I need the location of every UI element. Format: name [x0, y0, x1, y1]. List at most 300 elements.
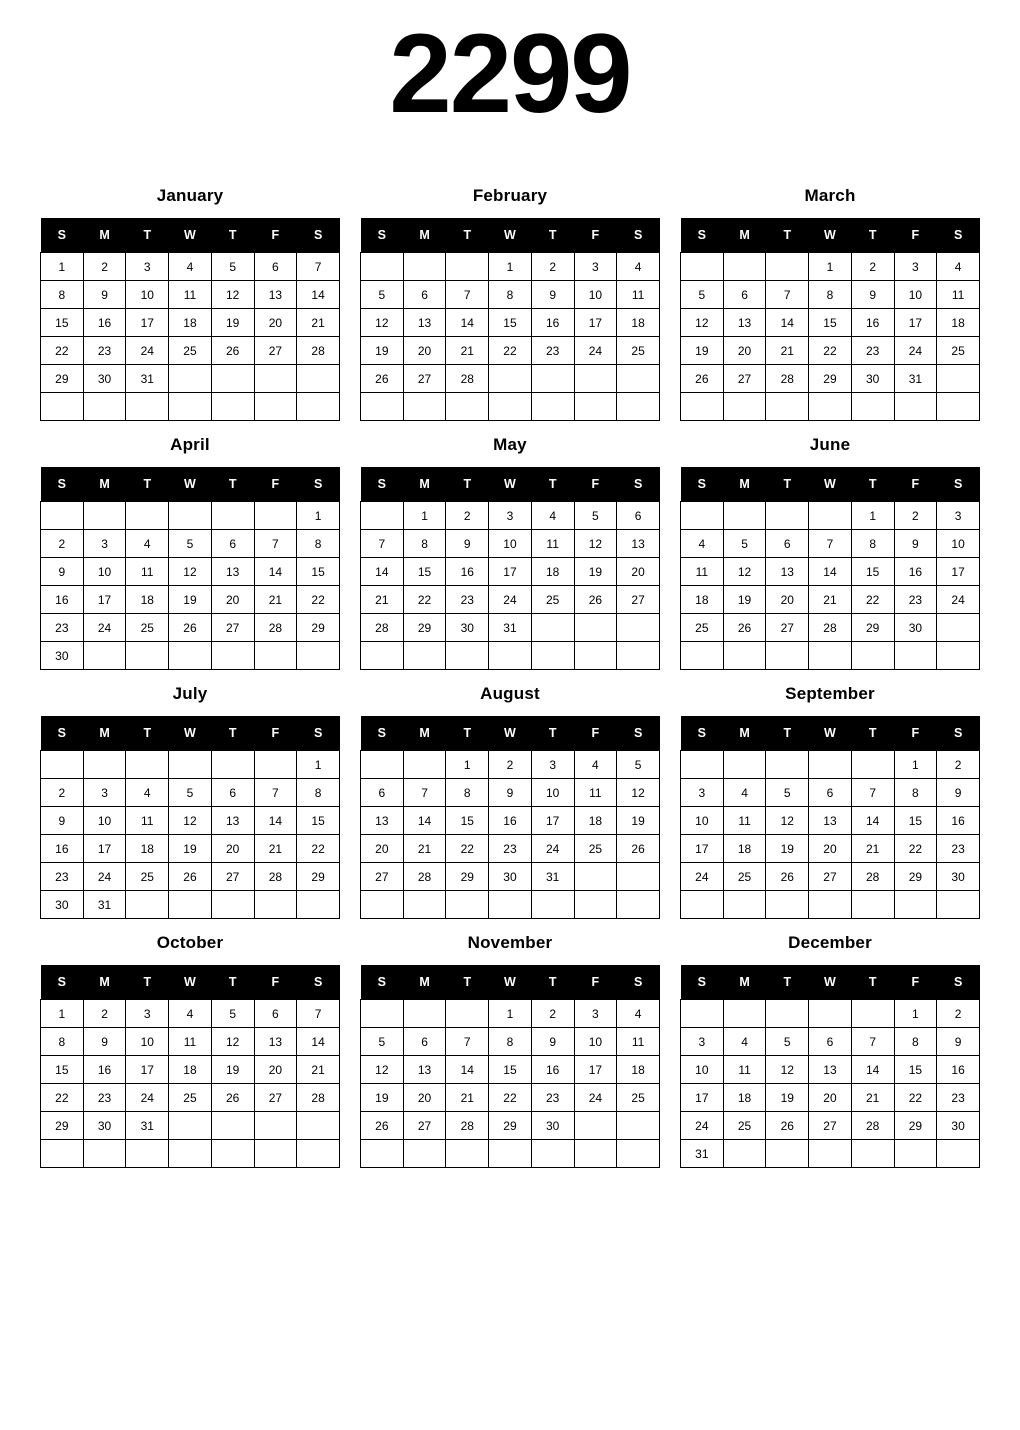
day-cell[interactable]: 17	[574, 309, 617, 337]
day-cell[interactable]: 14	[446, 309, 489, 337]
day-cell[interactable]: 24	[489, 586, 532, 614]
day-cell[interactable]: 15	[297, 558, 340, 586]
day-cell[interactable]: 26	[766, 863, 809, 891]
day-cell[interactable]: 6	[617, 502, 660, 530]
day-cell[interactable]: 13	[361, 807, 404, 835]
day-cell[interactable]: 19	[617, 807, 660, 835]
day-cell[interactable]: 15	[851, 558, 894, 586]
day-cell[interactable]: 11	[681, 558, 724, 586]
day-cell[interactable]: 24	[937, 586, 980, 614]
day-cell[interactable]: 11	[126, 558, 169, 586]
day-cell[interactable]: 17	[126, 1056, 169, 1084]
day-cell[interactable]: 12	[361, 309, 404, 337]
day-cell[interactable]: 11	[617, 1028, 660, 1056]
day-cell[interactable]: 19	[574, 558, 617, 586]
day-cell[interactable]: 1	[41, 253, 84, 281]
day-cell[interactable]: 23	[937, 1084, 980, 1112]
day-cell[interactable]: 30	[41, 891, 84, 919]
day-cell[interactable]: 28	[254, 614, 297, 642]
day-cell[interactable]: 1	[894, 751, 937, 779]
day-cell[interactable]: 26	[574, 586, 617, 614]
day-cell[interactable]: 30	[851, 365, 894, 393]
day-cell[interactable]: 23	[531, 1084, 574, 1112]
day-cell[interactable]: 16	[446, 558, 489, 586]
day-cell[interactable]: 12	[211, 1028, 254, 1056]
day-cell[interactable]: 9	[41, 558, 84, 586]
day-cell[interactable]: 28	[851, 863, 894, 891]
day-cell[interactable]: 6	[403, 281, 446, 309]
day-cell[interactable]: 9	[489, 779, 532, 807]
day-cell[interactable]: 28	[446, 365, 489, 393]
day-cell[interactable]: 5	[766, 1028, 809, 1056]
day-cell[interactable]: 14	[446, 1056, 489, 1084]
day-cell[interactable]: 27	[809, 863, 852, 891]
day-cell[interactable]: 9	[83, 281, 126, 309]
day-cell[interactable]: 7	[254, 779, 297, 807]
day-cell[interactable]: 11	[723, 807, 766, 835]
day-cell[interactable]: 18	[169, 309, 212, 337]
day-cell[interactable]: 5	[211, 253, 254, 281]
day-cell[interactable]: 25	[126, 614, 169, 642]
day-cell[interactable]: 1	[809, 253, 852, 281]
day-cell[interactable]: 15	[894, 1056, 937, 1084]
day-cell[interactable]: 22	[41, 337, 84, 365]
day-cell[interactable]: 8	[894, 1028, 937, 1056]
day-cell[interactable]: 13	[254, 1028, 297, 1056]
day-cell[interactable]: 23	[937, 835, 980, 863]
day-cell[interactable]: 5	[681, 281, 724, 309]
day-cell[interactable]: 30	[937, 1112, 980, 1140]
day-cell[interactable]: 10	[894, 281, 937, 309]
day-cell[interactable]: 22	[41, 1084, 84, 1112]
day-cell[interactable]: 26	[617, 835, 660, 863]
day-cell[interactable]: 6	[403, 1028, 446, 1056]
day-cell[interactable]: 11	[126, 807, 169, 835]
day-cell[interactable]: 3	[126, 253, 169, 281]
day-cell[interactable]: 23	[83, 337, 126, 365]
day-cell[interactable]: 26	[169, 863, 212, 891]
day-cell[interactable]: 17	[937, 558, 980, 586]
day-cell[interactable]: 13	[617, 530, 660, 558]
day-cell[interactable]: 12	[723, 558, 766, 586]
day-cell[interactable]: 12	[169, 558, 212, 586]
day-cell[interactable]: 19	[681, 337, 724, 365]
day-cell[interactable]: 23	[83, 1084, 126, 1112]
day-cell[interactable]: 25	[681, 614, 724, 642]
day-cell[interactable]: 7	[809, 530, 852, 558]
day-cell[interactable]: 5	[361, 1028, 404, 1056]
day-cell[interactable]: 15	[41, 1056, 84, 1084]
day-cell[interactable]: 3	[681, 779, 724, 807]
day-cell[interactable]: 20	[211, 835, 254, 863]
day-cell[interactable]: 15	[489, 309, 532, 337]
day-cell[interactable]: 11	[723, 1056, 766, 1084]
day-cell[interactable]: 27	[723, 365, 766, 393]
day-cell[interactable]: 6	[723, 281, 766, 309]
day-cell[interactable]: 12	[211, 281, 254, 309]
day-cell[interactable]: 2	[937, 751, 980, 779]
day-cell[interactable]: 7	[254, 530, 297, 558]
day-cell[interactable]: 23	[41, 614, 84, 642]
day-cell[interactable]: 26	[211, 1084, 254, 1112]
day-cell[interactable]: 21	[446, 337, 489, 365]
day-cell[interactable]: 10	[574, 281, 617, 309]
day-cell[interactable]: 4	[723, 1028, 766, 1056]
day-cell[interactable]: 11	[169, 1028, 212, 1056]
day-cell[interactable]: 29	[446, 863, 489, 891]
day-cell[interactable]: 29	[851, 614, 894, 642]
day-cell[interactable]: 7	[766, 281, 809, 309]
day-cell[interactable]: 21	[403, 835, 446, 863]
day-cell[interactable]: 13	[211, 807, 254, 835]
day-cell[interactable]: 22	[403, 586, 446, 614]
day-cell[interactable]: 25	[126, 863, 169, 891]
day-cell[interactable]: 10	[83, 807, 126, 835]
day-cell[interactable]: 30	[41, 642, 84, 670]
day-cell[interactable]: 25	[169, 1084, 212, 1112]
day-cell[interactable]: 5	[723, 530, 766, 558]
day-cell[interactable]: 21	[297, 309, 340, 337]
day-cell[interactable]: 10	[489, 530, 532, 558]
day-cell[interactable]: 29	[297, 614, 340, 642]
day-cell[interactable]: 29	[41, 365, 84, 393]
day-cell[interactable]: 2	[531, 253, 574, 281]
day-cell[interactable]: 29	[894, 863, 937, 891]
day-cell[interactable]: 27	[211, 614, 254, 642]
day-cell[interactable]: 16	[894, 558, 937, 586]
day-cell[interactable]: 9	[83, 1028, 126, 1056]
day-cell[interactable]: 5	[211, 1000, 254, 1028]
day-cell[interactable]: 31	[894, 365, 937, 393]
day-cell[interactable]: 12	[617, 779, 660, 807]
day-cell[interactable]: 15	[894, 807, 937, 835]
day-cell[interactable]: 26	[361, 365, 404, 393]
day-cell[interactable]: 30	[83, 365, 126, 393]
day-cell[interactable]: 10	[681, 1056, 724, 1084]
day-cell[interactable]: 28	[361, 614, 404, 642]
day-cell[interactable]: 29	[489, 1112, 532, 1140]
day-cell[interactable]: 14	[254, 807, 297, 835]
day-cell[interactable]: 14	[809, 558, 852, 586]
day-cell[interactable]: 17	[894, 309, 937, 337]
day-cell[interactable]: 4	[126, 779, 169, 807]
day-cell[interactable]: 29	[41, 1112, 84, 1140]
day-cell[interactable]: 24	[681, 863, 724, 891]
day-cell[interactable]: 16	[937, 1056, 980, 1084]
day-cell[interactable]: 22	[297, 586, 340, 614]
day-cell[interactable]: 29	[403, 614, 446, 642]
day-cell[interactable]: 1	[403, 502, 446, 530]
day-cell[interactable]: 8	[446, 779, 489, 807]
day-cell[interactable]: 2	[446, 502, 489, 530]
day-cell[interactable]: 2	[894, 502, 937, 530]
day-cell[interactable]: 23	[851, 337, 894, 365]
day-cell[interactable]: 7	[403, 779, 446, 807]
day-cell[interactable]: 15	[41, 309, 84, 337]
day-cell[interactable]: 14	[361, 558, 404, 586]
day-cell[interactable]: 24	[894, 337, 937, 365]
day-cell[interactable]: 26	[723, 614, 766, 642]
day-cell[interactable]: 19	[211, 309, 254, 337]
day-cell[interactable]: 28	[254, 863, 297, 891]
day-cell[interactable]: 29	[297, 863, 340, 891]
day-cell[interactable]: 4	[531, 502, 574, 530]
day-cell[interactable]: 9	[531, 281, 574, 309]
day-cell[interactable]: 18	[126, 835, 169, 863]
day-cell[interactable]: 21	[297, 1056, 340, 1084]
day-cell[interactable]: 8	[41, 1028, 84, 1056]
day-cell[interactable]: 21	[254, 586, 297, 614]
day-cell[interactable]: 20	[254, 1056, 297, 1084]
day-cell[interactable]: 20	[361, 835, 404, 863]
day-cell[interactable]: 12	[681, 309, 724, 337]
day-cell[interactable]: 21	[809, 586, 852, 614]
day-cell[interactable]: 28	[766, 365, 809, 393]
day-cell[interactable]: 17	[681, 1084, 724, 1112]
day-cell[interactable]: 26	[766, 1112, 809, 1140]
day-cell[interactable]: 13	[809, 1056, 852, 1084]
day-cell[interactable]: 26	[211, 337, 254, 365]
day-cell[interactable]: 14	[851, 1056, 894, 1084]
day-cell[interactable]: 21	[851, 1084, 894, 1112]
day-cell[interactable]: 24	[531, 835, 574, 863]
day-cell[interactable]: 6	[254, 1000, 297, 1028]
day-cell[interactable]: 4	[126, 530, 169, 558]
day-cell[interactable]: 27	[617, 586, 660, 614]
day-cell[interactable]: 30	[446, 614, 489, 642]
day-cell[interactable]: 5	[169, 530, 212, 558]
day-cell[interactable]: 1	[894, 1000, 937, 1028]
day-cell[interactable]: 4	[681, 530, 724, 558]
day-cell[interactable]: 30	[894, 614, 937, 642]
day-cell[interactable]: 26	[169, 614, 212, 642]
day-cell[interactable]: 8	[403, 530, 446, 558]
day-cell[interactable]: 4	[169, 1000, 212, 1028]
day-cell[interactable]: 17	[126, 309, 169, 337]
day-cell[interactable]: 2	[531, 1000, 574, 1028]
day-cell[interactable]: 2	[851, 253, 894, 281]
day-cell[interactable]: 3	[489, 502, 532, 530]
day-cell[interactable]: 26	[361, 1112, 404, 1140]
day-cell[interactable]: 3	[574, 1000, 617, 1028]
day-cell[interactable]: 7	[297, 253, 340, 281]
day-cell[interactable]: 25	[531, 586, 574, 614]
day-cell[interactable]: 3	[894, 253, 937, 281]
day-cell[interactable]: 18	[681, 586, 724, 614]
day-cell[interactable]: 10	[531, 779, 574, 807]
day-cell[interactable]: 28	[297, 337, 340, 365]
day-cell[interactable]: 19	[169, 586, 212, 614]
day-cell[interactable]: 25	[617, 1084, 660, 1112]
day-cell[interactable]: 14	[254, 558, 297, 586]
day-cell[interactable]: 11	[169, 281, 212, 309]
day-cell[interactable]: 20	[211, 586, 254, 614]
day-cell[interactable]: 20	[766, 586, 809, 614]
day-cell[interactable]: 9	[446, 530, 489, 558]
day-cell[interactable]: 10	[574, 1028, 617, 1056]
day-cell[interactable]: 19	[766, 1084, 809, 1112]
day-cell[interactable]: 31	[126, 1112, 169, 1140]
day-cell[interactable]: 16	[851, 309, 894, 337]
day-cell[interactable]: 24	[83, 863, 126, 891]
day-cell[interactable]: 28	[851, 1112, 894, 1140]
day-cell[interactable]: 1	[489, 1000, 532, 1028]
day-cell[interactable]: 22	[446, 835, 489, 863]
day-cell[interactable]: 13	[723, 309, 766, 337]
day-cell[interactable]: 17	[574, 1056, 617, 1084]
day-cell[interactable]: 9	[894, 530, 937, 558]
day-cell[interactable]: 31	[126, 365, 169, 393]
day-cell[interactable]: 31	[83, 891, 126, 919]
day-cell[interactable]: 24	[83, 614, 126, 642]
day-cell[interactable]: 7	[851, 779, 894, 807]
day-cell[interactable]: 19	[766, 835, 809, 863]
day-cell[interactable]: 18	[723, 835, 766, 863]
day-cell[interactable]: 30	[937, 863, 980, 891]
day-cell[interactable]: 5	[617, 751, 660, 779]
day-cell[interactable]: 2	[489, 751, 532, 779]
day-cell[interactable]: 8	[41, 281, 84, 309]
day-cell[interactable]: 27	[254, 1084, 297, 1112]
day-cell[interactable]: 1	[297, 751, 340, 779]
day-cell[interactable]: 19	[723, 586, 766, 614]
day-cell[interactable]: 5	[169, 779, 212, 807]
day-cell[interactable]: 4	[617, 1000, 660, 1028]
day-cell[interactable]: 5	[574, 502, 617, 530]
day-cell[interactable]: 3	[126, 1000, 169, 1028]
day-cell[interactable]: 20	[809, 835, 852, 863]
day-cell[interactable]: 28	[446, 1112, 489, 1140]
day-cell[interactable]: 3	[574, 253, 617, 281]
day-cell[interactable]: 10	[83, 558, 126, 586]
day-cell[interactable]: 29	[894, 1112, 937, 1140]
day-cell[interactable]: 16	[41, 586, 84, 614]
day-cell[interactable]: 9	[531, 1028, 574, 1056]
day-cell[interactable]: 1	[489, 253, 532, 281]
day-cell[interactable]: 13	[809, 807, 852, 835]
day-cell[interactable]: 25	[169, 337, 212, 365]
day-cell[interactable]: 20	[617, 558, 660, 586]
day-cell[interactable]: 8	[297, 779, 340, 807]
day-cell[interactable]: 13	[403, 309, 446, 337]
day-cell[interactable]: 27	[766, 614, 809, 642]
day-cell[interactable]: 27	[403, 1112, 446, 1140]
day-cell[interactable]: 6	[254, 253, 297, 281]
day-cell[interactable]: 22	[809, 337, 852, 365]
day-cell[interactable]: 22	[894, 835, 937, 863]
day-cell[interactable]: 18	[574, 807, 617, 835]
day-cell[interactable]: 8	[489, 1028, 532, 1056]
day-cell[interactable]: 19	[169, 835, 212, 863]
day-cell[interactable]: 28	[297, 1084, 340, 1112]
day-cell[interactable]: 22	[489, 1084, 532, 1112]
day-cell[interactable]: 7	[446, 1028, 489, 1056]
day-cell[interactable]: 18	[723, 1084, 766, 1112]
day-cell[interactable]: 31	[681, 1140, 724, 1168]
day-cell[interactable]: 25	[574, 835, 617, 863]
day-cell[interactable]: 20	[809, 1084, 852, 1112]
day-cell[interactable]: 20	[403, 337, 446, 365]
day-cell[interactable]: 15	[297, 807, 340, 835]
day-cell[interactable]: 17	[531, 807, 574, 835]
day-cell[interactable]: 26	[681, 365, 724, 393]
day-cell[interactable]: 9	[937, 779, 980, 807]
day-cell[interactable]: 25	[617, 337, 660, 365]
day-cell[interactable]: 1	[851, 502, 894, 530]
day-cell[interactable]: 24	[126, 337, 169, 365]
day-cell[interactable]: 29	[809, 365, 852, 393]
day-cell[interactable]: 5	[361, 281, 404, 309]
day-cell[interactable]: 15	[403, 558, 446, 586]
day-cell[interactable]: 23	[894, 586, 937, 614]
day-cell[interactable]: 25	[723, 1112, 766, 1140]
day-cell[interactable]: 31	[531, 863, 574, 891]
day-cell[interactable]: 3	[681, 1028, 724, 1056]
day-cell[interactable]: 30	[489, 863, 532, 891]
day-cell[interactable]: 17	[83, 835, 126, 863]
day-cell[interactable]: 19	[361, 1084, 404, 1112]
day-cell[interactable]: 24	[574, 337, 617, 365]
day-cell[interactable]: 22	[894, 1084, 937, 1112]
day-cell[interactable]: 17	[83, 586, 126, 614]
day-cell[interactable]: 18	[126, 586, 169, 614]
day-cell[interactable]: 3	[83, 530, 126, 558]
day-cell[interactable]: 30	[531, 1112, 574, 1140]
day-cell[interactable]: 8	[894, 779, 937, 807]
day-cell[interactable]: 24	[574, 1084, 617, 1112]
day-cell[interactable]: 8	[809, 281, 852, 309]
day-cell[interactable]: 23	[41, 863, 84, 891]
day-cell[interactable]: 10	[126, 1028, 169, 1056]
day-cell[interactable]: 12	[169, 807, 212, 835]
day-cell[interactable]: 11	[617, 281, 660, 309]
day-cell[interactable]: 27	[361, 863, 404, 891]
day-cell[interactable]: 25	[937, 337, 980, 365]
day-cell[interactable]: 22	[851, 586, 894, 614]
day-cell[interactable]: 21	[254, 835, 297, 863]
day-cell[interactable]: 4	[937, 253, 980, 281]
day-cell[interactable]: 6	[211, 530, 254, 558]
day-cell[interactable]: 22	[489, 337, 532, 365]
day-cell[interactable]: 1	[446, 751, 489, 779]
day-cell[interactable]: 20	[254, 309, 297, 337]
day-cell[interactable]: 18	[937, 309, 980, 337]
day-cell[interactable]: 13	[254, 281, 297, 309]
day-cell[interactable]: 28	[403, 863, 446, 891]
day-cell[interactable]: 24	[681, 1112, 724, 1140]
day-cell[interactable]: 21	[851, 835, 894, 863]
day-cell[interactable]: 14	[297, 1028, 340, 1056]
day-cell[interactable]: 15	[809, 309, 852, 337]
day-cell[interactable]: 6	[766, 530, 809, 558]
day-cell[interactable]: 15	[489, 1056, 532, 1084]
day-cell[interactable]: 2	[41, 530, 84, 558]
day-cell[interactable]: 8	[297, 530, 340, 558]
day-cell[interactable]: 3	[531, 751, 574, 779]
day-cell[interactable]: 14	[403, 807, 446, 835]
day-cell[interactable]: 1	[297, 502, 340, 530]
day-cell[interactable]: 3	[83, 779, 126, 807]
day-cell[interactable]: 6	[211, 779, 254, 807]
day-cell[interactable]: 8	[851, 530, 894, 558]
day-cell[interactable]: 23	[489, 835, 532, 863]
day-cell[interactable]: 19	[211, 1056, 254, 1084]
day-cell[interactable]: 15	[446, 807, 489, 835]
day-cell[interactable]: 24	[126, 1084, 169, 1112]
day-cell[interactable]: 12	[766, 1056, 809, 1084]
day-cell[interactable]: 22	[297, 835, 340, 863]
day-cell[interactable]: 21	[361, 586, 404, 614]
